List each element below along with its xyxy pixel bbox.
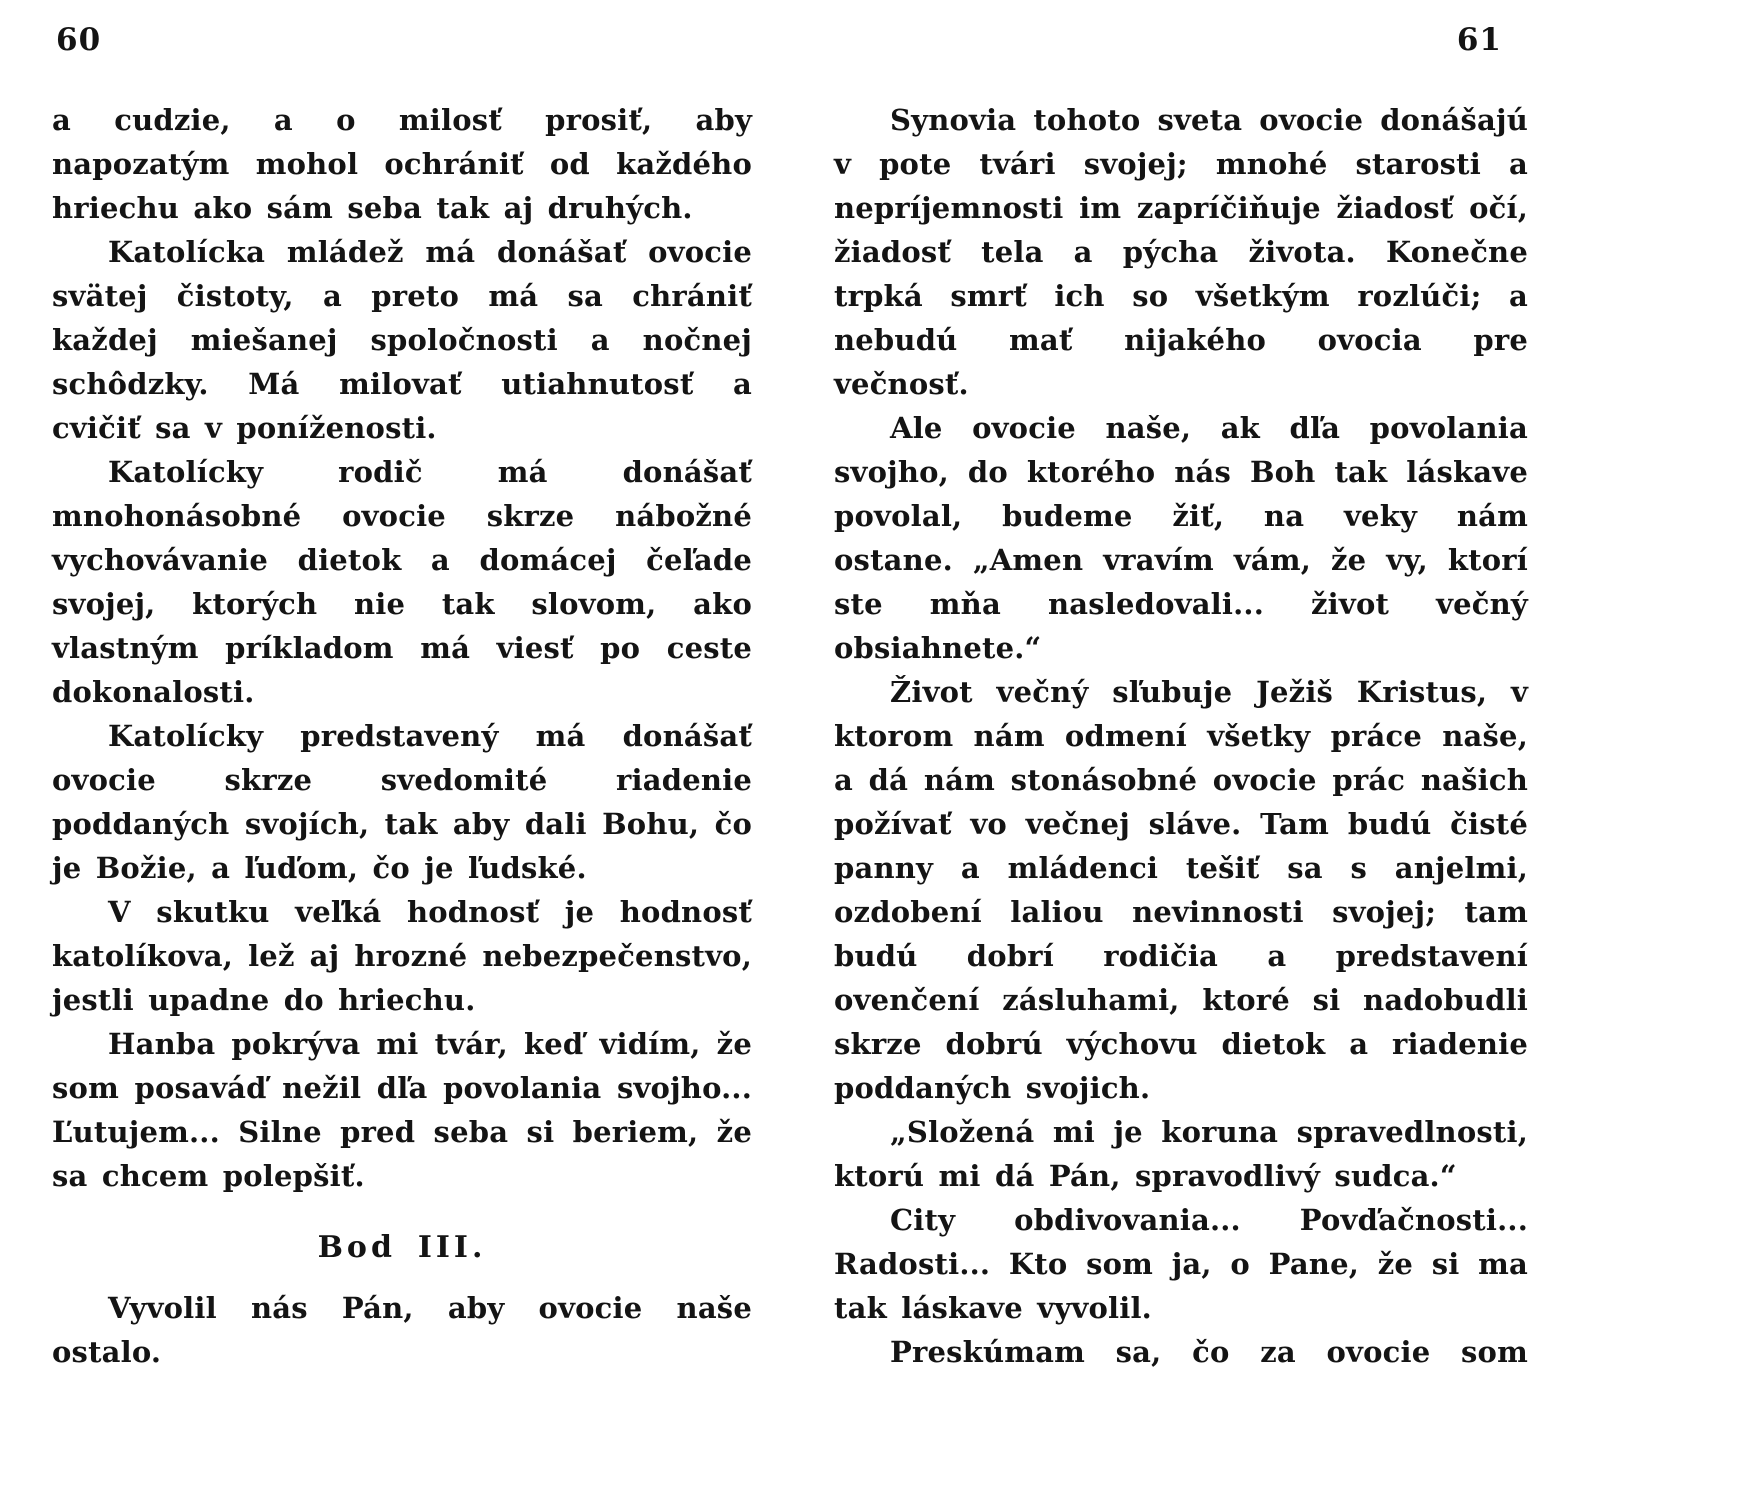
paragraph: a cudzie, a o milosť prosiť, aby napozatým mohol ochrániť od každého hriechu ako sám seba tak aj druhých. — [52, 103, 752, 225]
page-number-right: 61 — [1456, 22, 1502, 58]
section-heading: Bod III. — [317, 1230, 487, 1265]
paragraph: Hanba pokrýva mi tvár, keď vidím, že som posaváď nežil dľa povolania svojho... Ľutujem... Silne pred seba si beriem, že sa chcem polepšiť. — [52, 1027, 752, 1193]
page-left — [52, 22, 752, 1500]
paragraph: City obdivovania... Povďačnosti... Radosti... Kto som ja, o Pane, že si ma tak láskave vyvolil. — [834, 1203, 1528, 1325]
paragraph: „Složená mi je koruna spravedlnosti, ktorú mi dá Pán, spravodlivý sudca.“ — [834, 1115, 1528, 1193]
paragraph: Preskúmam sa, čo za ovocie som — [890, 1335, 1528, 1369]
page-body-left — [52, 98, 752, 1374]
paragraph: Život večný sľubuje Ježiš Kristus, v ktorom nám odmení všetky práce naše, a dá nám stonásobné ovocie prác našich požívať vo večnej sláve. Tam budú čisté panny a mládenci tešiť sa s anjelmi, ozdobení laliou nevinnosti svojej; tam budú dobrí rodičia a predstavení ovenčení zásluhami, ktoré si nadobudli skrze dobrú výchovu dietok a riadenie poddaných svojich. — [834, 675, 1528, 1105]
paragraph: V skutku veľká hodnosť je hodnosť katolíkova, lež aj hrozné nebezpečenstvo, jestli upadne do hriechu. — [52, 895, 752, 1017]
paragraph: Katolícky rodič má donášať mnohonásobné ovocie skrze nábožné vychovávanie dietok a domácej čeľade svojej, ktorých nie tak slovom, ako vlastným príkladom má viesť po ceste dokonalosti. — [52, 455, 752, 709]
page-body-right — [834, 98, 1528, 1374]
page-right — [834, 22, 1528, 1500]
paragraph: Synovia tohoto sveta ovocie donášajú v pote tvári svojej; mnohé starosti a nepríjemnosti im zapríčiňuje žiadosť očí, žiadosť tela a pýcha života. Konečne trpká smrť ich so všetkým rozlúči; a nebudú mať nijakého ovocia pre večnosť. — [834, 103, 1528, 401]
paragraph: Katolícky predstavený má donášať ovocie skrze svedomité riadenie poddaných svojích, tak aby dali Bohu, čo je Božie, a ľuďom, čo je ľudské. — [52, 719, 752, 885]
page-number-left: 60 — [56, 22, 102, 58]
paragraph: Vyvolil nás Pán, aby ovocie naše ostalo. — [52, 1291, 752, 1369]
paragraph: Ale ovocie naše, ak dľa povolania svojho, do ktorého nás Boh tak láskave povolal, budeme žiť, na veky nám ostane. „Amen vravím vám, že vy, ktorí ste mňa nasledovali... život večný obsiahnete.“ — [834, 411, 1528, 665]
paragraph: Katolícka mládež má donášať ovocie svätej čistoty, a preto má sa chrániť každej miešanej spoločnosti a nočnej schôdzky. Má milovať utiahnutosť a cvičiť sa v poníženosti. — [52, 235, 752, 445]
